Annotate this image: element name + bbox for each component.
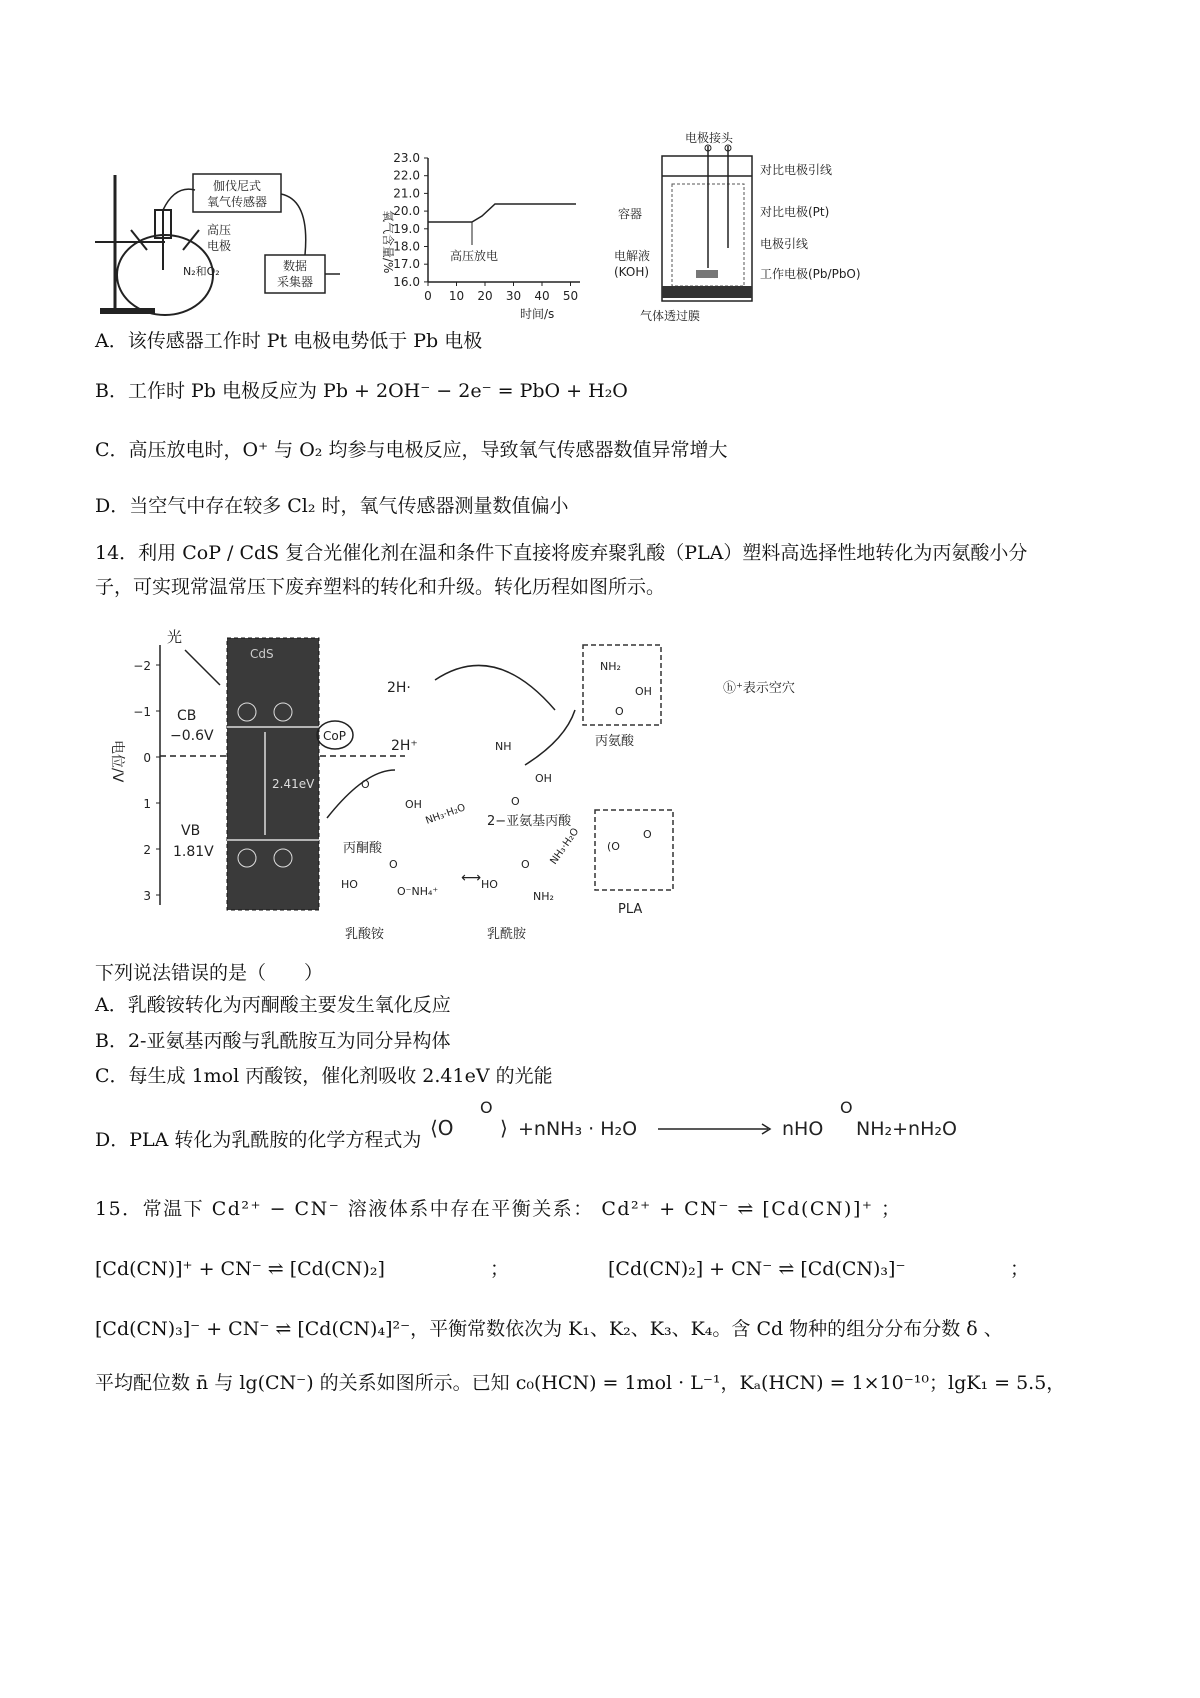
fig14-ytick-label: 3 — [143, 889, 151, 903]
svg-text:OH: OH — [635, 685, 652, 698]
q14-option-a: A．乳酸铵转化为丙酮酸主要发生氧化反应 — [95, 994, 451, 1016]
q15-line2d: ； — [1010, 1258, 1030, 1280]
svg-text:NH₂: NH₂ — [533, 890, 554, 903]
fig14-vb-v: 1.81V — [173, 844, 214, 860]
sensor-label-2: 氧气传感器 — [206, 195, 268, 209]
graph-ytick-label: 22.0 — [393, 168, 420, 183]
fig14-imino: 2−亚氨基丙酸 — [487, 814, 572, 829]
q14-stem-line1: 14．利用 CoP / CdS 复合光催化剂在温和条件下直接将废弃聚乳酸（PLA）塑料高选择性地转化为丙氨酸小分 — [95, 542, 1028, 564]
svg-text:NH: NH — [495, 740, 512, 753]
graph-ytick-label: 19.0 — [393, 221, 420, 236]
graph-ylabel: 氧气含量/% — [381, 210, 395, 274]
q13-option-b: B．工作时 Pb 电极反应为 Pb + 2OH⁻ − 2e⁻ = PbO + H₂O — [95, 380, 628, 402]
graph-xtick-label: 0 — [424, 289, 432, 303]
svg-text:O: O — [389, 858, 398, 871]
fig14-nh3-b: NH₃·H₂O — [548, 826, 582, 867]
q14-option-c: C．每生成 1mol 丙酸铵，催化剂吸收 2.41eV 的光能 — [95, 1065, 553, 1087]
fig14-cb: CB — [177, 708, 197, 724]
fig14-ytick-label: 0 — [143, 751, 151, 765]
equation-right: nHO — [782, 1118, 824, 1140]
graph-annotation: 高压放电 — [450, 249, 499, 263]
q15-line2b: ； — [490, 1258, 510, 1280]
fig14-cds: CdS — [250, 647, 274, 661]
q15-line1: 15．常温下 Cd²⁺ − CN⁻ 溶液体系中存在平衡关系： Cd²⁺ + CN⁻ ⇌ [Cd(CN)]⁺ ； — [95, 1198, 902, 1220]
graph-ytick-label: 20.0 — [393, 204, 420, 219]
svg-text:HO: HO — [481, 878, 498, 891]
fig14-pla: PLA — [618, 902, 643, 917]
fig14-cop: CoP — [323, 729, 346, 743]
cds-block — [227, 638, 319, 910]
svg-text:O: O — [643, 828, 652, 841]
q14-photocatalysis-figure — [95, 620, 855, 955]
q14-option-b: B．2-亚氨基丙酸与乳酰胺互为同分异构体 — [95, 1030, 451, 1052]
svg-text:NH₂: NH₂ — [600, 660, 621, 673]
cell-working: 工作电极(Pb/PbO) — [760, 267, 861, 281]
fig13-sensor-cell — [600, 128, 890, 328]
svg-text:O: O — [615, 705, 624, 718]
fig14-legend: ⓗ⁺表示空穴 — [723, 681, 795, 696]
graph-xlabel: 时间/s — [520, 307, 555, 321]
q14-d-equation — [430, 1095, 970, 1155]
graph-xtick-label: 50 — [562, 289, 579, 303]
fig14-vb: VB — [181, 823, 201, 839]
svg-text:HO: HO — [341, 878, 358, 891]
fig14-ytick-label: 1 — [143, 797, 151, 811]
cell-counter: 对比电极(Pt) — [760, 205, 830, 219]
q13-option-d: D．当空气中存在较多 Cl₂ 时，氧气传感器测量数值偏小 — [95, 495, 569, 517]
q15-line2a: [Cd(CN)]⁺ + CN⁻ ⇌ [Cd(CN)₂] — [95, 1258, 385, 1280]
q15-line2c: [Cd(CN)₂] + CN⁻ ⇌ [Cd(CN)₃]⁻ — [608, 1258, 906, 1280]
fig14-gap: 2.41eV — [272, 777, 315, 791]
graph-ytick-label: 18.0 — [393, 239, 420, 254]
collector-label-1: 数据 — [282, 259, 308, 273]
equation-tail: NH₂+nH₂O — [856, 1118, 957, 1140]
fig14-ytick-label: −2 — [133, 659, 151, 673]
fig14-lactate: 乳酸铵 — [345, 927, 385, 942]
fig14-pyruvic: 丙酮酸 — [343, 841, 383, 856]
cell-electrolyte-1: 电解液 — [614, 249, 651, 263]
oxygen-curve — [428, 204, 576, 222]
fig14-nh3-a: NH₃·H₂O — [424, 802, 468, 827]
graph-xtick-label: 40 — [534, 289, 550, 303]
svg-text:⟩: ⟩ — [500, 1116, 508, 1140]
fig14-ylabel: 电位/V — [109, 740, 125, 783]
fig13-oxygen-graph — [370, 150, 590, 345]
fig14-h-plus: 2H⁺ — [391, 738, 418, 754]
cell-lead: 电极引线 — [760, 237, 809, 251]
cell-electrolyte-2: (KOH) — [614, 265, 650, 279]
svg-text:⟨O: ⟨O — [430, 1116, 454, 1140]
fig14-ytick-label: −1 — [133, 705, 151, 719]
graph-ytick-label: 21.0 — [393, 186, 420, 201]
q15-line4: 平均配位数 n̄ 与 lg(CN⁻) 的关系如图所示。已知 c₀(HCN) = 1mol · L⁻¹，Kₐ(HCN) = 1×10⁻¹⁰；lgK₁ = 5.5， — [95, 1372, 1066, 1394]
cell-top-label: 电极接头 — [685, 131, 734, 145]
fig14-lactamide: 乳酰胺 — [487, 927, 527, 942]
svg-text:OH: OH — [405, 798, 422, 811]
gas-label: N₂和O₂ — [183, 265, 220, 278]
svg-text:(O: (O — [607, 840, 620, 853]
q15-line3: [Cd(CN)₃]⁻ + CN⁻ ⇌ [Cd(CN)₄]²⁻，平衡常数依次为 K₁、K₂、K₃、K₄。含 Cd 物种的组分分布分数 δ 、 — [95, 1318, 1003, 1340]
svg-text:O: O — [521, 858, 530, 871]
graph-xtick-label: 20 — [477, 289, 493, 303]
graph-xtick-label: 30 — [505, 289, 522, 303]
fig14-light: 光 — [167, 628, 183, 646]
graph-xtick-label: 10 — [448, 289, 465, 303]
sensor-label-1: 伽伐尼式 — [212, 179, 262, 193]
cell-container: 容器 — [618, 207, 643, 221]
svg-text:O: O — [511, 795, 520, 808]
graph-ytick-label: 17.0 — [393, 257, 420, 272]
fig13-apparatus — [95, 160, 345, 335]
graph-ytick-label: 23.0 — [393, 151, 420, 165]
svg-text:OH: OH — [535, 772, 552, 785]
svg-text:O: O — [840, 1098, 853, 1117]
collector-label-2: 采集器 — [276, 275, 314, 289]
fig14-ytick-label: 2 — [143, 843, 151, 857]
q14-stem-line2: 子，可实现常温常压下废弃塑料的转化和升级。转化历程如图所示。 — [95, 576, 666, 598]
svg-text:O: O — [480, 1098, 493, 1117]
q14-option-d: D．PLA 转化为乳酰胺的化学方程式为 — [95, 1129, 422, 1151]
cell-membrane: 气体透过膜 — [640, 309, 701, 323]
fig14-alanine: 丙氨酸 — [595, 734, 635, 749]
electrode-label-2: 电极 — [207, 239, 232, 253]
fig14-h-rad: 2H· — [387, 680, 411, 696]
cell-counter-lead: 对比电极引线 — [760, 163, 833, 177]
fig14-cb-v: −0.6V — [170, 728, 214, 744]
q13-option-a: A．该传感器工作时 Pt 电极电势低于 Pb 电极 — [95, 330, 483, 352]
q13-option-c: C．高压放电时，O⁺ 与 O₂ 均参与电极反应，导致氧气传感器数值异常增大 — [95, 439, 728, 461]
svg-text:⟷: ⟷ — [461, 870, 482, 886]
electrode-label-1: 高压 — [207, 223, 232, 237]
q14-question: 下列说法错误的是（ ） — [95, 962, 324, 984]
equation-mid: +nNH₃ · H₂O — [518, 1118, 638, 1140]
svg-text:O⁻NH₄⁺: O⁻NH₄⁺ — [397, 885, 439, 898]
svg-text:O: O — [361, 778, 370, 791]
graph-ytick-label: 16.0 — [393, 274, 420, 289]
